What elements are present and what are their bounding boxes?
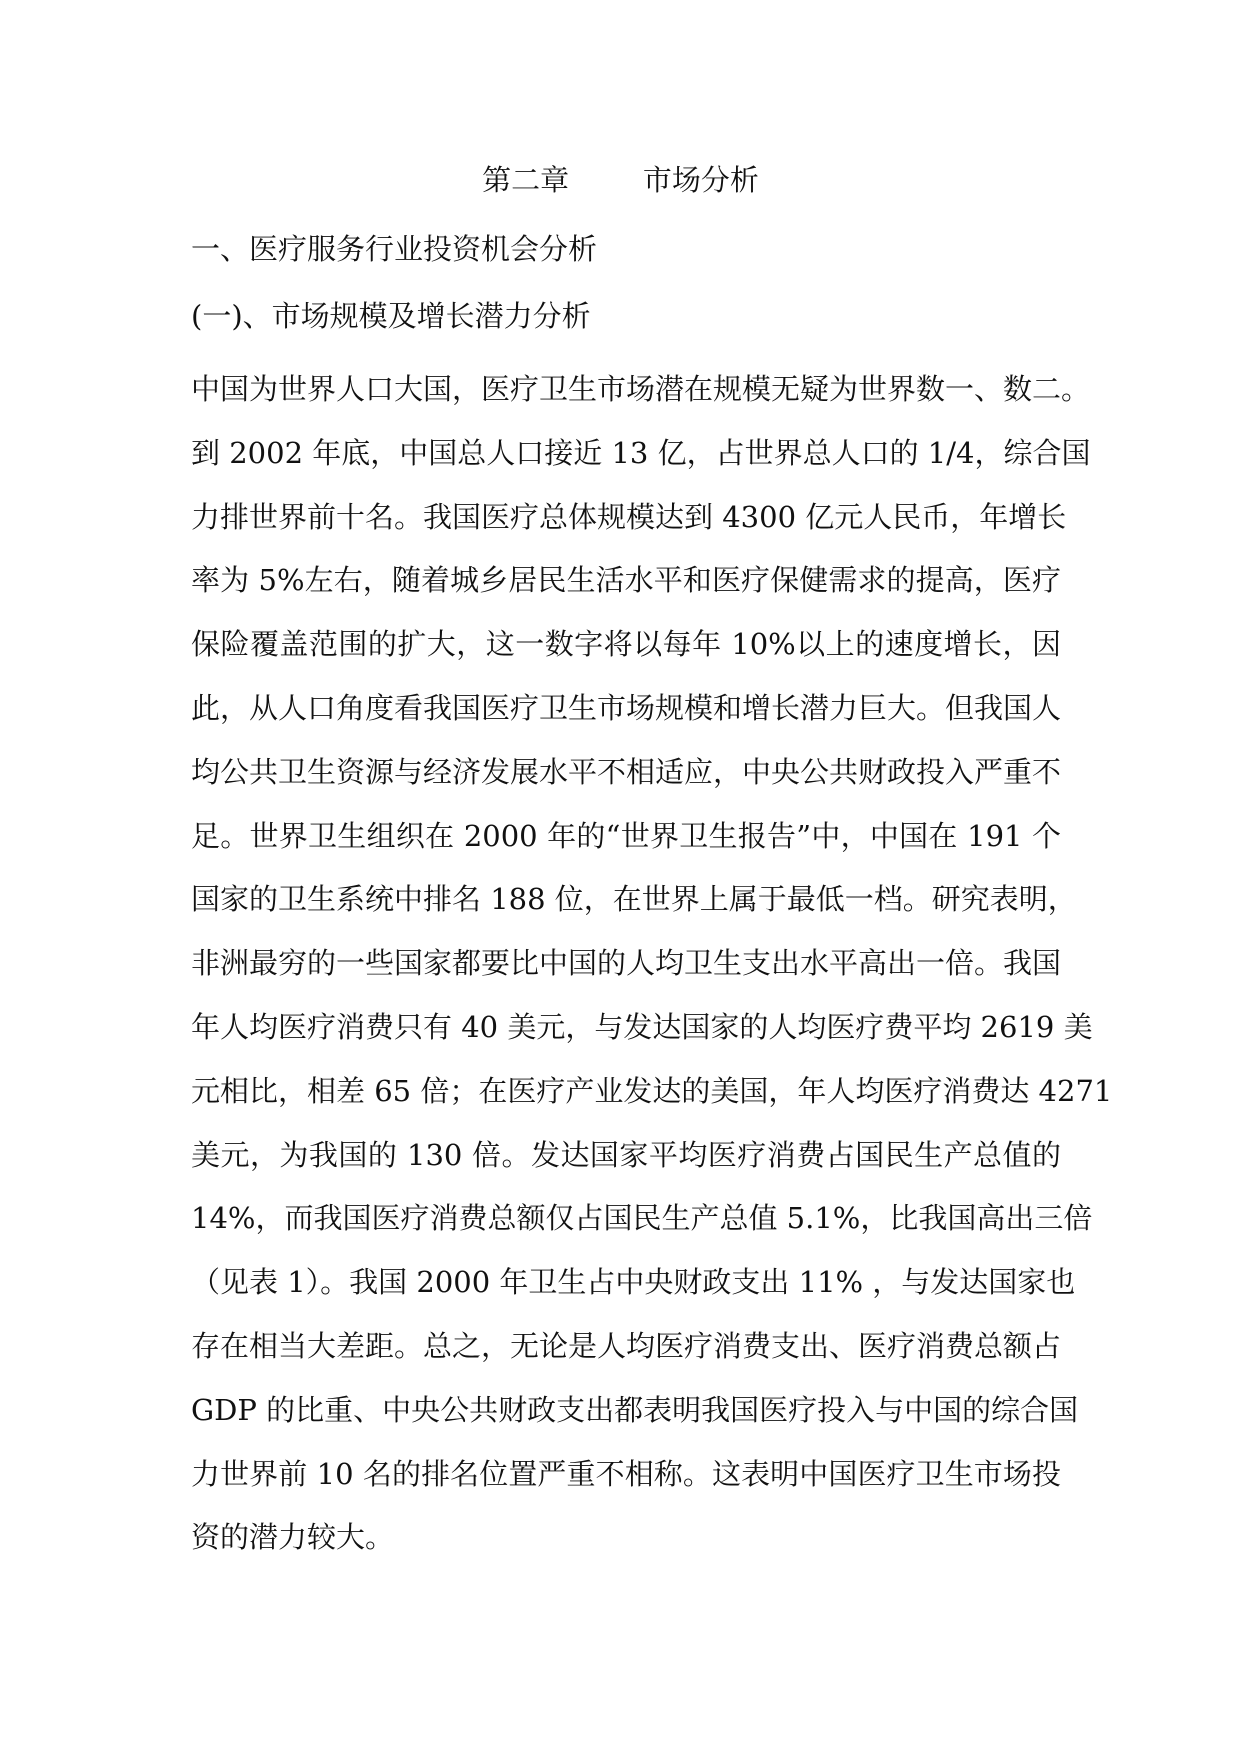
paragraph-line: 保险覆盖范围的扩大，这一数字将以每年 10%以上的速度增长，因 [191, 627, 1061, 662]
paragraph-line: 率为 5%左右，随着城乡居民生活水平和医疗保健需求的提高，医疗 [191, 563, 1061, 598]
subsection-heading: (一)、市场规模及增长潜力分析 [191, 299, 591, 333]
paragraph-line: 中国为世界人口大国，医疗卫生市场潜在规模无疑为世界数一、数二。 [191, 372, 1091, 406]
paragraph-line: GDP 的比重、中央公共财政支出都表明我国医疗投入与中国的综合国 [191, 1392, 1079, 1427]
paragraph-line: 力世界前 10 名的排名位置严重不相称。这表明中国医疗卫生市场投 [191, 1456, 1061, 1491]
paragraph-line: （见表 1）。我国 2000 年卫生占中央财政支出 11% ，与发达国家也 [191, 1265, 1076, 1300]
paragraph-line: 资的潜力较大。 [191, 1520, 395, 1555]
paragraph-line: 国家的卫生系统中排名 188 位，在世界上属于最低一档。研究表明， [191, 882, 1077, 917]
paragraph-line: 存在相当大差距。总之，无论是人均医疗消费支出、医疗消费总额占 [191, 1328, 1062, 1363]
paragraph-line: 力排世界前十名。我国医疗总体规模达到 4300 亿元人民币，年增长 [191, 499, 1067, 534]
chapter-title: 第二章 市场分析 [482, 163, 759, 197]
body-paragraph [191, 358, 1113, 1570]
paragraph-line: 均公共卫生资源与经济发展水平不相适应，中央公共财政投入严重不 [191, 754, 1062, 789]
paragraph-line: 元相比，相差 65 倍；在医疗产业发达的美国，年人均医疗消费达 4271 [191, 1073, 1113, 1108]
section-heading: 一、医疗服务行业投资机会分析 [191, 232, 598, 266]
paragraph-line: 足。世界卫生组织在 2000 年的“世界卫生报告”中，中国在 191 个 [191, 818, 1061, 853]
paragraph-line: 非洲最穷的一些国家都要比中国的人均卫生支出水平高出一倍。我国 [191, 946, 1062, 981]
paragraph-line: 到 2002 年底，中国总人口接近 13 亿，占世界总人口的 1/4，综合国 [191, 435, 1091, 470]
paragraph-line: 年人均医疗消费只有 40 美元，与发达国家的人均医疗费平均 2619 美 [191, 1009, 1093, 1044]
paragraph-line: 此，从人口角度看我国医疗卫生市场规模和增长潜力巨大。但我国人 [191, 690, 1062, 725]
paragraph-line: 14%，而我国医疗消费总额仅占国民生产总值 5.1%，比我国高出三倍 [191, 1201, 1093, 1236]
paragraph-line: 美元，为我国的 130 倍。发达国家平均医疗消费占国民生产总值的 [191, 1137, 1061, 1172]
